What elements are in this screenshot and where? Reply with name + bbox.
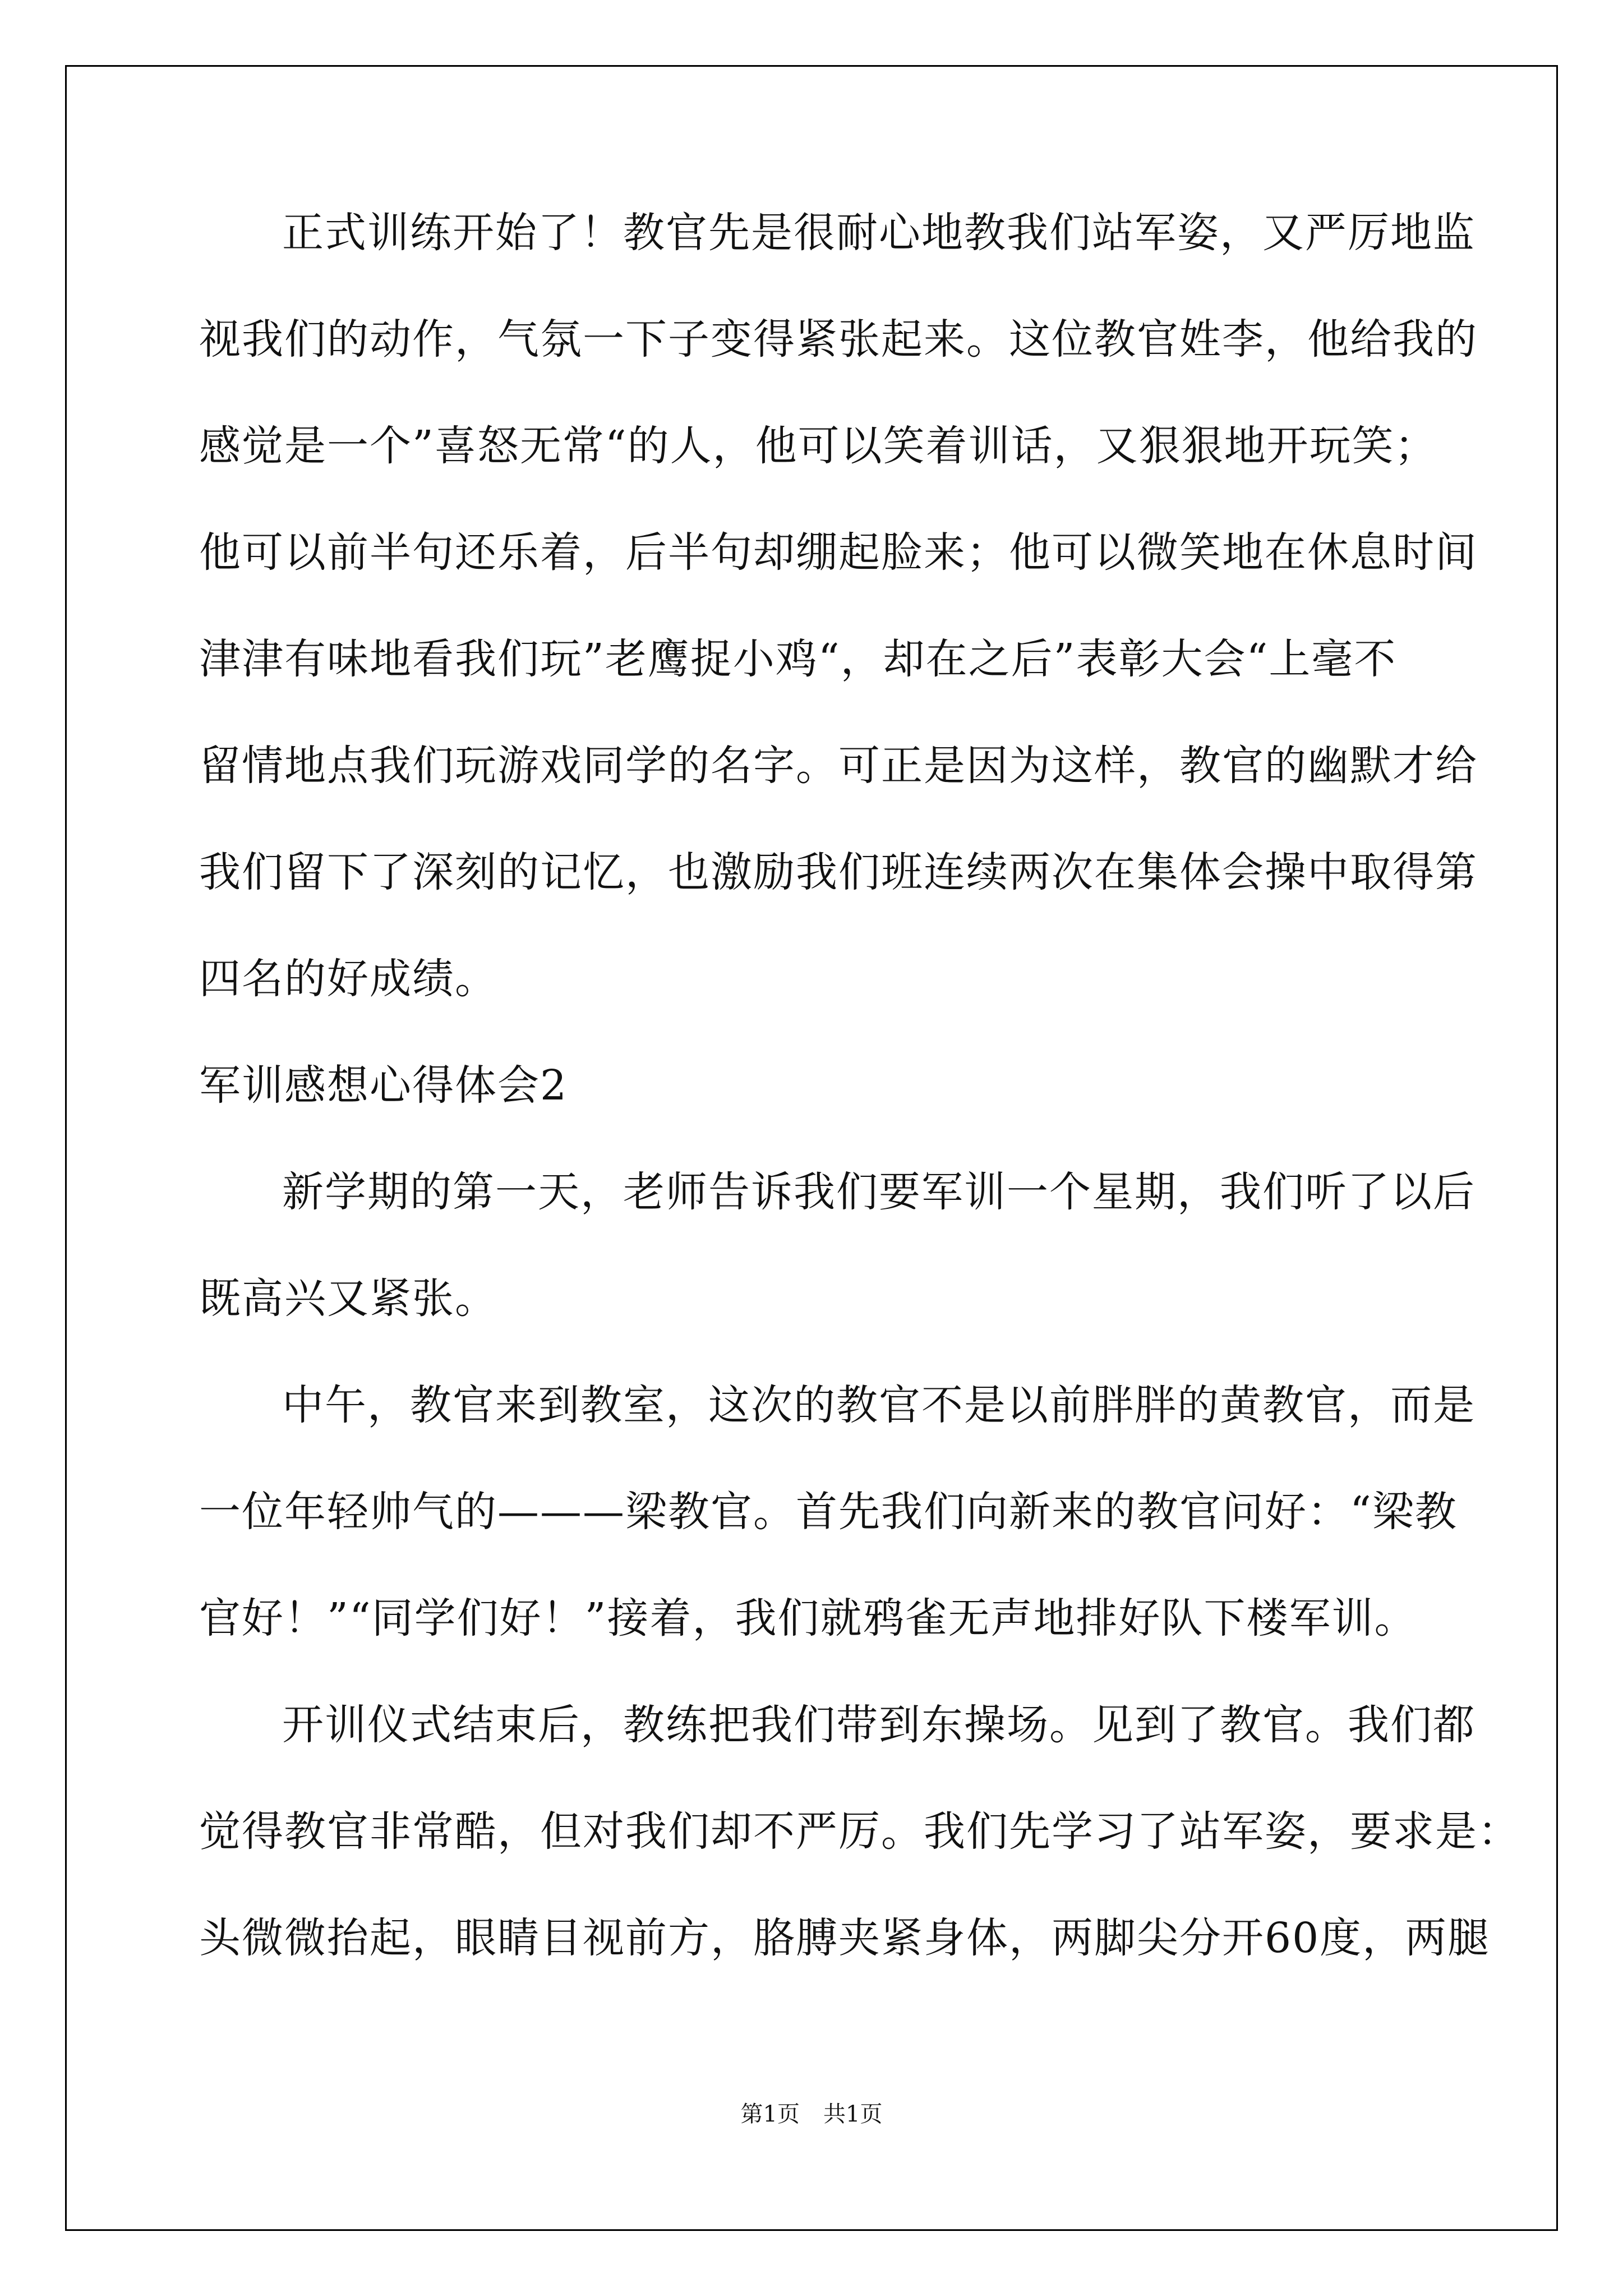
paragraph-line: 中午，教官来到教室，这次的教官不是以前胖胖的黄教官，而是 [282, 1381, 1476, 1429]
paragraph-line: 四名的好成绩。 [199, 955, 497, 1003]
page-footer [0, 2101, 1623, 2128]
paragraph-line: 头微微抬起，眼睛目视前方，胳膊夹紧身体，两脚尖分开60度，两腿 [199, 1914, 1491, 1962]
section-heading: 军训感想心得体会2 [199, 1061, 568, 1110]
page-number: 第1页 [740, 2101, 800, 2127]
paragraph-line: 新学期的第一天，老师告诉我们要军训一个星期，我们听了以后 [282, 1168, 1476, 1216]
paragraph-line: 留情地点我们玩游戏同学的名字。可正是因为这样，教官的幽默才给 [199, 742, 1478, 790]
page-border [65, 65, 1558, 2231]
paragraph-line: 津津有味地看我们玩”老鹰捉小鸡“，却在之后”表彰大会“上毫不 [199, 635, 1397, 683]
page-total: 共1页 [823, 2101, 883, 2127]
paragraph-line: 既高兴又紧张。 [199, 1274, 497, 1323]
paragraph-line: 开训仪式结束后，教练把我们带到东操场。见到了教官。我们都 [282, 1701, 1476, 1749]
paragraph-line: 一位年轻帅气的———梁教官。首先我们向新来的教官问好：“梁教 [199, 1488, 1458, 1536]
paragraph-line: 视我们的动作，气氛一下子变得紧张起来。这位教官姓李，他给我的 [199, 315, 1478, 364]
paragraph-line: 正式训练开始了！教官先是很耐心地教我们站军姿，又严厉地监 [282, 209, 1476, 257]
paragraph-line: 他可以前半句还乐着，后半句却绷起脸来；他可以微笑地在休息时间 [199, 528, 1478, 577]
paragraph-line: 我们留下了深刻的记忆，也激励我们班连续两次在集体会操中取得第 [199, 848, 1478, 896]
paragraph-line: 觉得教官非常酷，但对我们却不严厉。我们先学习了站军姿，要求是： [199, 1807, 1520, 1856]
paragraph-line: 感觉是一个”喜怒无常“的人，他可以笑着训话，又狠狠地开玩笑； [199, 422, 1437, 470]
paragraph-line: 官好！”“同学们好！”接着，我们就鸦雀无声地排好队下楼军训。 [199, 1594, 1417, 1642]
